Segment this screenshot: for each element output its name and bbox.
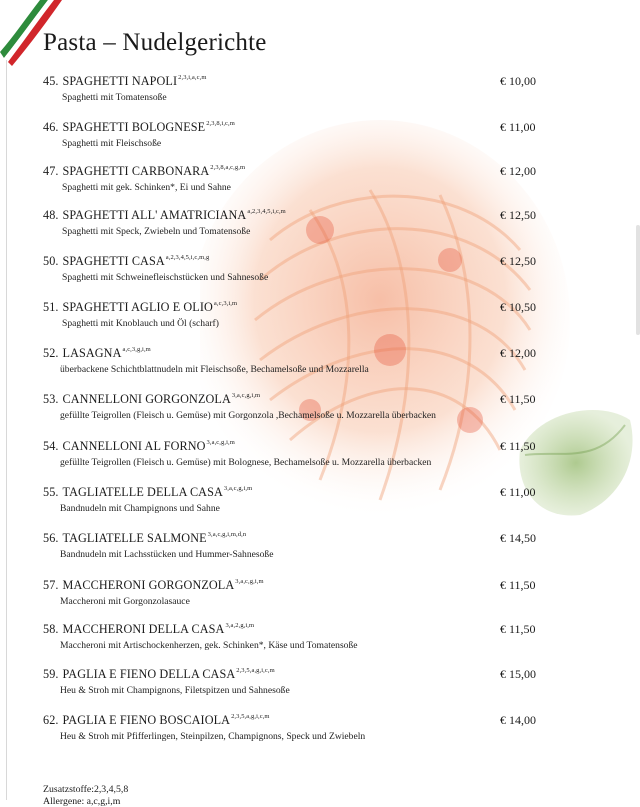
menu-item-description: Bandnudeln mit Champignons und Sahne [60, 503, 220, 514]
additives-note: Zusatzstoffe:2,3,4,5,8 [43, 784, 129, 795]
menu-item-codes: 2,3,8,a,c,g,m [210, 163, 246, 171]
menu-item [0, 622, 640, 666]
menu-item-number: 47. [43, 164, 59, 178]
menu-item-codes: 2,3,8,i,c,m [206, 119, 235, 127]
menu-item-number: 54. [43, 439, 59, 453]
menu-item-title [43, 392, 260, 407]
menu-item [0, 392, 640, 436]
menu-item [0, 74, 640, 118]
menu-item-codes: 3,a,c,g,i,m [206, 438, 235, 446]
menu-item-title [43, 164, 245, 179]
menu-item [0, 667, 640, 711]
menu-item-title [43, 120, 235, 135]
menu-item [0, 120, 640, 164]
menu-item [0, 485, 640, 529]
menu-item-description: Heu & Stroh mit Pfifferlingen, Steinpilzen, Champignons, Speck und Zwiebeln [60, 731, 366, 742]
menu-item-name: PAGLIA E FIENO BOSCAIOLA [62, 713, 231, 727]
menu-item-description: Spaghetti mit Tomatensoße [62, 92, 167, 103]
menu-item-name: SPAGHETTI AGLIO E OLIO [62, 300, 213, 314]
menu-item-name: SPAGHETTI NAPOLI [62, 74, 178, 88]
menu-item-description: gefüllte Teigrollen (Fleisch u. Gemüse) mit Gorgonzola ,Bechamelsoße u. Mozzarella überbacken [60, 410, 436, 421]
menu-item [0, 713, 640, 757]
menu-item-description: Spaghetti mit Knoblauch und Öl (scharf) [62, 318, 219, 329]
menu-item [0, 164, 640, 208]
menu-item-codes: 3,a,c,g,i,m [235, 577, 264, 585]
menu-item-number: 53. [43, 392, 59, 406]
menu-item-codes: a,c,3,g,i,m [122, 345, 151, 353]
menu-item [0, 578, 640, 622]
menu-item-codes: 2,3,5,a,g,i,c,m [231, 712, 270, 720]
page-title: Pasta – Nudelgerichte [43, 29, 267, 56]
menu-item-price: € 12,50 [500, 208, 536, 222]
menu-item-codes: 3,a,c,g,i,m,d,n [207, 530, 247, 538]
menu-item-codes: 3,a,2,g,i,m [225, 621, 255, 629]
menu-item [0, 346, 640, 390]
menu-item-number: 55. [43, 485, 59, 499]
menu-item-codes: 2,3,i,a,c,m [178, 73, 207, 81]
menu-item-number: 52. [43, 346, 59, 360]
menu-item-description: Spaghetti mit Fleischsoße [62, 138, 162, 149]
menu-item-price: € 12,50 [500, 254, 536, 268]
menu-item-codes: 3,a,c,g,i,m [231, 391, 261, 399]
menu-item-name: MACCHERONI DELLA CASA [62, 622, 225, 636]
menu-item-title [43, 531, 246, 546]
menu-item-description: Maccheroni mit Artischockenherzen, gek. Schinken*, Käse und Tomatensoße [60, 640, 358, 651]
menu-item-title [43, 622, 254, 637]
menu-item-number: 51. [43, 300, 59, 314]
menu-item-name: SPAGHETTI BOLOGNESE [62, 120, 206, 134]
menu-item [0, 208, 640, 252]
menu-item-name: LASAGNA [62, 346, 122, 360]
menu-item-number: 46. [43, 120, 59, 134]
allergens-note: Allergene: a,c,g,i,m [43, 796, 121, 807]
menu-item-name: TAGLIATELLE SALMONE [62, 531, 207, 545]
menu-item-name: TAGLIATELLE DELLA CASA [62, 485, 223, 499]
menu-item-name: SPAGHETTI CASA [62, 254, 165, 268]
menu-item-name: SPAGHETTI CARBONARA [62, 164, 210, 178]
menu-item-name: CANNELLONI AL FORNO [62, 439, 206, 453]
menu-item-name: SPAGHETTI ALL' AMATRICIANA [62, 208, 247, 222]
menu-item-title [43, 439, 235, 454]
menu-item-description: Heu & Stroh mit Champignons, Filetspitzen und Sahnesoße [60, 685, 290, 696]
menu-item-codes: 3,a,c,g,i,m [223, 484, 253, 492]
menu-item-number: 59. [43, 667, 59, 681]
menu-item-title [43, 208, 286, 223]
menu-item-codes: a,2,3,4,5,i,c,m,g [165, 253, 210, 261]
menu-item-price: € 11,00 [500, 485, 536, 499]
menu-item-title [43, 578, 264, 593]
menu-item-number: 48. [43, 208, 59, 222]
menu-item-price: € 14,00 [500, 713, 536, 727]
menu-item-description: gefüllte Teigrollen (Fleisch u. Gemüse) mit Bolognese, Bechamelsoße u. Mozzarella überbacken [60, 457, 432, 468]
menu-item-description: Bandnudeln mit Lachsstücken und Hummer-Sahnesoße [60, 549, 274, 560]
menu-item-title [43, 713, 270, 728]
menu-item-price: € 10,00 [500, 74, 536, 88]
menu-item-price: € 11,00 [500, 120, 536, 134]
menu-item-price: € 12,00 [500, 164, 536, 178]
menu-item-price: € 12,00 [500, 346, 536, 360]
menu-item-title [43, 346, 151, 361]
menu-item-name: MACCHERONI GORGONZOLA [62, 578, 235, 592]
menu-item [0, 300, 640, 344]
menu-item-description: Spaghetti mit gek. Schinken*, Ei und Sahne [62, 182, 231, 193]
menu-item [0, 531, 640, 575]
menu-item-description: Spaghetti mit Schweinefleischstücken und Sahnesoße [62, 272, 269, 283]
menu-item-codes: a,c,3,i,m [213, 299, 238, 307]
menu-item-number: 56. [43, 531, 59, 545]
menu-item-price: € 15,00 [500, 667, 536, 681]
menu-item-price: € 11,50 [500, 622, 536, 636]
menu-item-codes: 2,3,5,a,g,i,c,m [236, 666, 275, 674]
menu-item-description: Spaghetti mit Speck, Zwiebeln und Tomatensoße [62, 226, 251, 237]
menu-item-name: PAGLIA E FIENO DELLA CASA [62, 667, 236, 681]
menu-item-price: € 10,50 [500, 300, 536, 314]
menu-item-description: überbackene Schichtblattnudeln mit Fleischsoße, Bechamelsoße und Mozzarella [60, 364, 369, 375]
menu-item-price: € 11,50 [500, 392, 536, 406]
menu-item-title [43, 74, 206, 89]
menu-item-number: 57. [43, 578, 59, 592]
menu-item-title [43, 667, 275, 682]
menu-item-title [43, 485, 252, 500]
menu-item-price: € 11,50 [500, 578, 536, 592]
menu-item [0, 254, 640, 298]
menu-item-number: 50. [43, 254, 59, 268]
menu-item-number: 58. [43, 622, 59, 636]
menu-item-title [43, 300, 237, 315]
menu-item-price: € 14,50 [500, 531, 536, 545]
menu-item [0, 439, 640, 483]
menu-item-number: 45. [43, 74, 59, 88]
menu-item-description: Maccheroni mit Gorgonzolasauce [60, 596, 190, 607]
menu-item-name: CANNELLONI GORGONZOLA [62, 392, 231, 406]
menu-item-price: € 11,50 [500, 439, 536, 453]
menu-item-title [43, 254, 209, 269]
menu-item-number: 62. [43, 713, 59, 727]
menu-item-codes: a,2,3,4,5,i,c,m [247, 207, 286, 215]
